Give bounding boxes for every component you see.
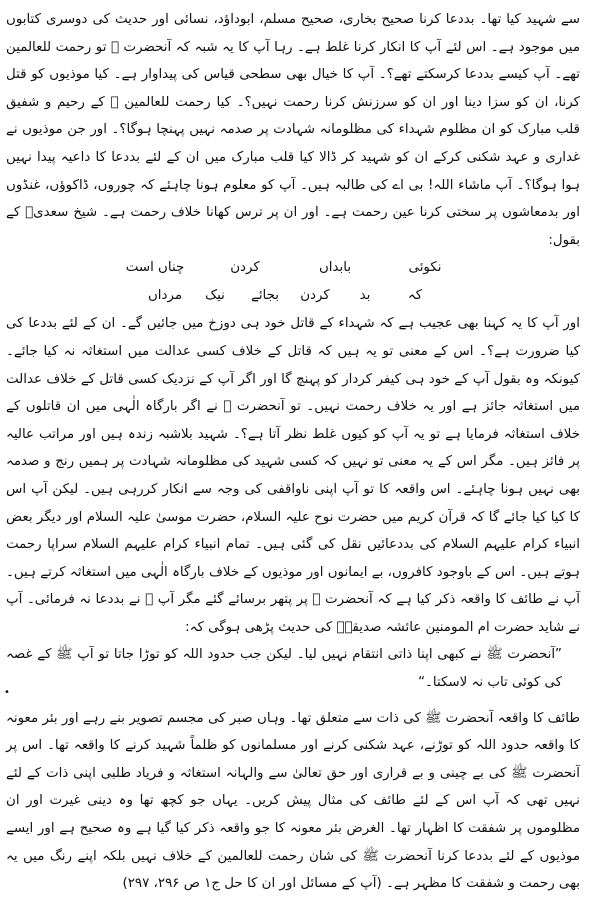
paragraph-3: طائف کا واقعہ آنحضرت ﷺ کی ذات سے متعلق تھا۔ وہاں صبر کی مجسم تصویر بنے رہے اور بئر معونہ کا واقعہ حدود اللہ کو توڑنے، عہد شکنی کرنے اور مسلمانوں کو ظلماً شہید کرنے کا واقعہ تھا۔ اس پر آنحضرت ﷺ کی بے چینی و بے قراری اور حق تعالیٰ سے والہانہ استغاثہ و فریاد طلبی اپنی ذات کے لئے نہیں تھی کہ آپ اس کے لئے طائف کی مثال پیش کریں۔ یہاں جو کچھ تھا وہ دینی غیرت اور ان مظلوموں پر شفقت کا اظہار تھا۔ الغرض بئر معونہ کا جو واقعہ ذکر کیا گیا ہے وہ صحیح ہے اور ایسے موذیوں کے لئے بددعا کرنا آنحضرت ﷺ کی شان رحمت للعالمین کے خلاف نہیں بلکہ اپنے رنگ میں یہ بھی رحمت و شفقت کا مظہر ہے۔ (آپ کے مسائل اور ان کا حل ج۱ ص ۲۹۶، ۲۹۷)	[6, 710, 580, 892]
spacer	[6, 697, 580, 705]
couplet-word: کردن	[300, 288, 330, 304]
couplet-word: بد	[359, 288, 371, 304]
paragraph-1: سے شہید کیا تھا۔ بددعا کرنا صحیح بخاری، صحیح مسلم، ابوداؤد، نسائی اور حدیث کی دوسری کتابوں میں موجود ہے۔ اس لئے آپ کا انکار کرنا غلط ہے۔ رہا آپ کا یہ شبہ کہ آنحضرت ﷺ تو رحمت للعالمین تھے۔ آپ کیسے بددعا کرسکتے تھے؟۔ آپ کا خیال بھی سطحی قیاس کی پیداوار ہے۔ کیا موذیوں کو قتل کرنا، ان کو سزا دینا اور ان کو سرزنش کرنا رحمت نہیں؟۔ کیا رحمت للعالمین ﷺ کے رحیم و شفیق قلب مبارک کو ان مظلوم شہداء کی مظلومانہ شہادت پر صدمہ نہیں پہنچا ہوگا؟۔ اور جن موذیوں نے غداری و عہد شکنی کرکے ان کو شہید کر ڈالا کیا قلب مبارک میں ان کے لئے بددعا کا داعیہ پیدا نہیں ہوا ہوگا؟۔ آپ ماشاء اللہ! بی اے کی طالبہ ہیں۔ آپ کو معلوم ہونا چاہئے کہ چوروں، ڈاکوؤں، غنڈوں اور بدمعاشوں پر سختی کرنا عین رحمت ہے۔ اور ان پر ترس کھانا خلاف رحمت ہے۔ شیخ سعدیؒ کے بقول:	[6, 12, 580, 248]
couplet-word: نکوئی	[408, 260, 442, 276]
hadith-quote: ”آنحضرت ﷺ نے کبھی اپنا ذاتی انتقام نہیں لیا۔ لیکن جب حدود اللہ کو توڑا جاتا تو آپ ﷺ کے غصہ کی کوئی تاب نہ لاسکتا۔“	[6, 647, 562, 691]
persian-couplet-line-2	[140, 282, 440, 310]
persian-couplet-line-1	[110, 254, 470, 282]
couplet-word: چناں است	[125, 260, 185, 276]
couplet-word: کردن	[230, 260, 260, 276]
couplet-word: بابداں	[318, 260, 352, 276]
paragraph-2: اور آپ کا یہ کہنا بھی عجیب ہے کہ شہداء کے قاتل خود ہی دوزخ میں جائیں گے۔ ان کے لئے بددعا کی کیا ضرورت ہے؟۔ اس کے معنی تو یہ ہیں کہ قاتل کے خلاف کسی عدالت میں استغاثہ نہ کیا جائے۔ کیونکہ وہ بقول آپ کے خود ہی کیفر کردار کو پہنچ گا اور اگر آپ کے نزدیک کسی قاتل کے خلاف عدالت میں استغاثہ جائز ہے اور یہ خلاف رحمت نہیں۔ تو آنحضرت ﷺ نے اگر بارگاہ الٰہی میں ان قاتلوں کے خلاف استغاثہ فرمایا ہے تو یہ آپ کو کیوں غلط نظر آتا ہے؟۔ شہید بلاشبہ زندہ ہیں اور مراتب عالیہ پر فائز ہیں۔ مگر اس کے یہ معنی تو نہیں کہ کسی شہید کی مظلومانہ شہادت پر ہمیں رنج و صدمہ بھی نہیں ہونا چاہئے۔ اس واقعہ کا تو آپ اپنی ناواقفی کی وجہ سے انکار کررہی ہیں۔ لیکن آپ اس کا کیا کیا جائے گا کہ قرآن کریم میں حضرت نوح علیہ السلام، حضرت موسیٰ علیہ السلام اور دیگر بعض انبیاء کرام علیہم السلام کی بددعائیں نقل کی گئی ہیں۔ تمام انبیاء کرام علیہم السلام سراپا رحمت ہوتے ہیں۔ اس کے باوجود کافروں، بے ایمانوں اور موذیوں کے خلاف بارگاہ الٰہی میں استغاثہ کرتے ہیں۔ آپ نے طائف کا واقعہ ذکر کیا ہے کہ آنحضرت ﷺ پر پتھر برسائے گئے مگر آپ ﷺ نے بددعا نہ فرمائی۔ آپ نے شاید حضرت ام المومنین عائشہ صدیقہؓ کی حدیث پڑھی ہوگی کہ:	[6, 316, 580, 635]
couplet-word: مرداں	[147, 288, 183, 304]
couplet-word: بجائے	[250, 288, 280, 304]
margin-dot: •	[4, 687, 10, 698]
couplet-word: کہ	[407, 288, 423, 304]
couplet-word: نیک	[205, 288, 225, 304]
